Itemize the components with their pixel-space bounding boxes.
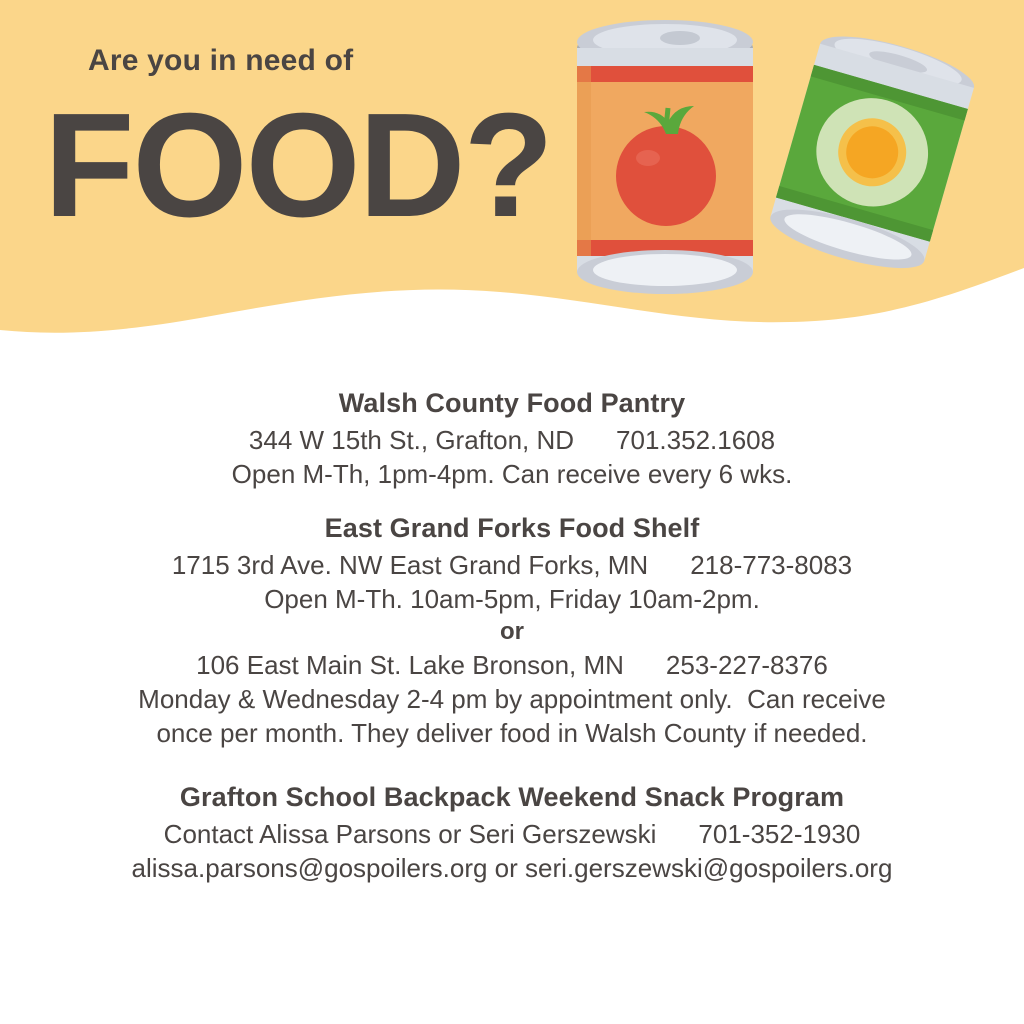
listing-title: Grafton School Backpack Weekend Snack Program <box>179 782 845 812</box>
listing-hours-2-line-2: once per month. They deliver food in Walsh County if needed. <box>156 718 868 748</box>
listing-address-row <box>0 548 1024 582</box>
listing-hours: Open M-Th. 10am-5pm, Friday 10am-2pm. <box>264 584 760 614</box>
listing-contact-row <box>0 817 1024 851</box>
listing-hours: Open M-Th, 1pm-4pm. Can receive every 6 wks. <box>231 459 793 489</box>
listing-phone: 701.352.1608 <box>616 425 776 455</box>
canned-food-illustration <box>540 0 1020 330</box>
green-can-icon <box>765 25 979 281</box>
listings-container <box>0 388 1024 907</box>
listing-phone: 701-352-1930 <box>698 819 861 849</box>
listing-phone-2: 253-227-8376 <box>665 650 828 680</box>
listing-address-2: 106 East Main St. Lake Bronson, MN <box>196 650 624 680</box>
kicker-text: Are you in need of <box>88 44 354 77</box>
listing-address-row-2 <box>0 648 1024 682</box>
page-title: FOOD? <box>44 83 552 248</box>
listing-address: 1715 3rd Ave. NW East Grand Forks, MN <box>171 550 649 580</box>
listing-separator: or <box>500 618 524 645</box>
listing-hours-2-line-1: Monday & Wednesday 2-4 pm by appointment only. Can receive <box>138 684 886 714</box>
listing-emails: alissa.parsons@gospoilers.org or seri.gerszewski@gospoilers.org <box>131 853 893 883</box>
tomato-can-icon <box>577 20 753 294</box>
listing-east-grand-forks-food-shelf <box>0 513 1024 750</box>
header-banner <box>0 0 1024 345</box>
listing-phone: 218-773-8083 <box>690 550 853 580</box>
listing-title: East Grand Forks Food Shelf <box>324 513 700 543</box>
listing-address: 344 W 15th St., Grafton, ND <box>248 425 575 455</box>
listing-title: Walsh County Food Pantry <box>338 388 686 418</box>
listing-address-row <box>0 423 1024 457</box>
listing-grafton-backpack-program <box>0 782 1024 885</box>
listing-contact: Contact Alissa Parsons or Seri Gerszewski <box>163 819 657 849</box>
spacer <box>0 772 1024 782</box>
listing-walsh-county-food-pantry <box>0 388 1024 491</box>
